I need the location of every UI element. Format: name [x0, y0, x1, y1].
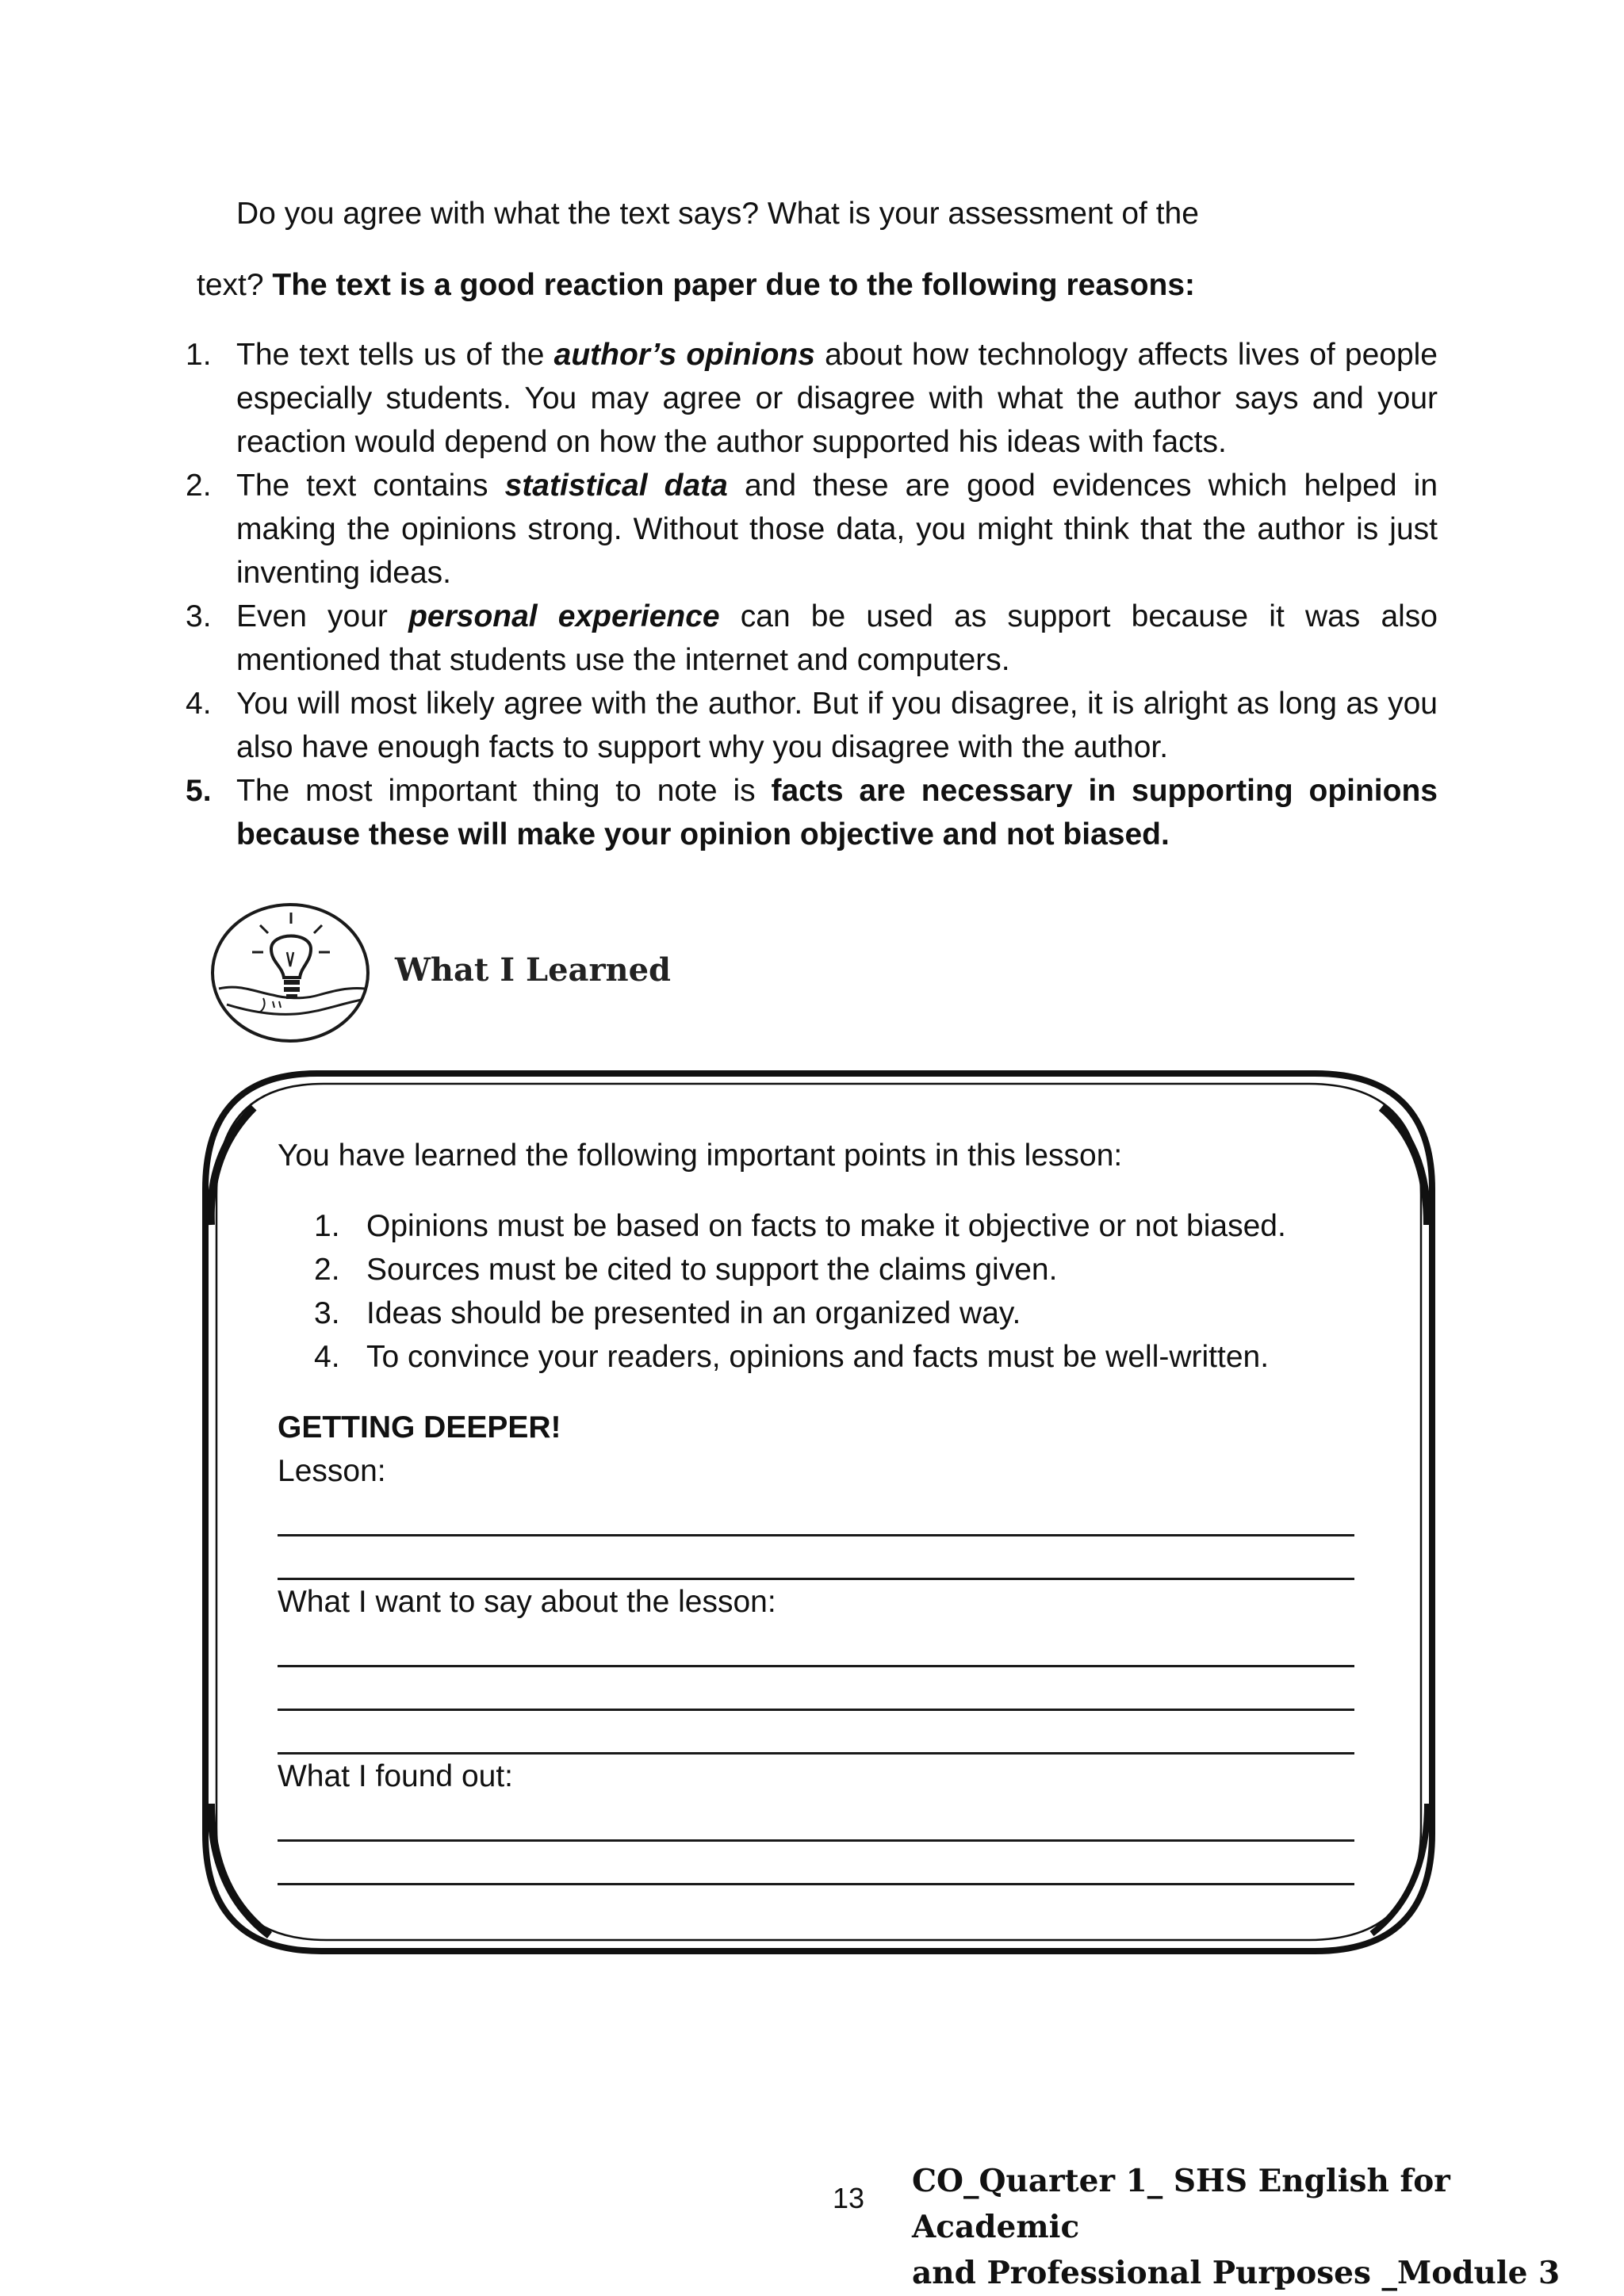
- reason-emphasis: statistical data: [504, 469, 728, 503]
- box-intro: You have learned the following important points in this lesson:: [278, 1138, 1123, 1173]
- reasons-list: [181, 333, 1438, 856]
- lesson-label: Lesson:: [278, 1454, 386, 1488]
- point-text: Sources must be cited to support the claims given.: [366, 1253, 1058, 1287]
- reason-item: [181, 464, 1438, 595]
- footer-line: CO_Quarter 1_ SHS English for Academic: [912, 2163, 1450, 2245]
- found-answer-line[interactable]: [278, 1842, 1354, 1885]
- learned-point: [278, 1335, 1356, 1379]
- footer-line: and Professional Purposes _Module 3: [912, 2255, 1561, 2291]
- reason-text: about how technology affects lives of people especially students. You may agree or disagree with what the author says and your reaction would depend on how the author supported his ideas with facts.: [236, 338, 1438, 459]
- intro-bold-text: The text is a good reaction paper due to the following reasons:: [272, 268, 1196, 302]
- found-label: What I found out:: [278, 1759, 514, 1793]
- reason-item: [181, 333, 1438, 464]
- reason-text: The text tells us of the: [236, 338, 554, 372]
- say-answer-line[interactable]: [278, 1667, 1354, 1711]
- point-text: Ideas should be presented in an organized way.: [366, 1296, 1021, 1330]
- reason-item: [181, 769, 1438, 856]
- item-number: 1.: [314, 1209, 340, 1243]
- intro-text: text?: [197, 268, 273, 302]
- footer-module-title: [912, 2158, 1562, 2296]
- item-number: 3.: [314, 1296, 340, 1330]
- item-number: 5.: [186, 774, 212, 808]
- getting-deeper-heading: GETTING DEEPER!: [278, 1410, 561, 1445]
- intro-statement: [197, 263, 1195, 307]
- lesson-answer-line[interactable]: [278, 1493, 1354, 1536]
- say-label: What I want to say about the lesson:: [278, 1585, 776, 1619]
- learned-point: [278, 1292, 1356, 1335]
- reason-text: can be used as support because it was also mentioned that students use the internet and computers.: [236, 599, 1438, 677]
- learning-box: [278, 1134, 1356, 1885]
- reason-text: You will most likely agree with the author. But if you disagree, it is alright as long as you also have enough facts to support why you disagree with the author.: [236, 687, 1438, 764]
- item-number: 2.: [314, 1253, 340, 1287]
- say-answer-line[interactable]: [278, 1624, 1354, 1667]
- learned-point: [278, 1248, 1356, 1292]
- reason-item: [181, 595, 1438, 682]
- reason-text: and these are good evidences which helped in making the opinions strong. Without those data, you might think that the author is just inventing ideas.: [236, 469, 1438, 590]
- lightbulb-hand-icon: [208, 900, 374, 1043]
- section-title: What I Learned: [395, 951, 672, 989]
- item-number: 2.: [186, 469, 212, 503]
- reason-emphasis: author’s opinions: [553, 338, 815, 372]
- point-text: Opinions must be based on facts to make it objective or not biased.: [366, 1209, 1286, 1243]
- item-number: 4.: [314, 1340, 340, 1374]
- learned-point: [278, 1204, 1356, 1248]
- reason-emphasis: facts are necessary in supporting opinions because these will make your opinion objective and not biased.: [236, 774, 1438, 851]
- item-number: 1.: [186, 338, 212, 372]
- intro-question: Do you agree with what the text says? What is your assessment of the: [236, 197, 1199, 231]
- reason-text: Even your: [236, 599, 409, 633]
- reason-text: The text contains: [236, 469, 505, 503]
- item-number: 4.: [186, 687, 212, 721]
- item-number: 3.: [186, 599, 212, 633]
- learned-points-list: [278, 1204, 1356, 1379]
- reason-item: [181, 682, 1438, 769]
- page-number: 13: [833, 2182, 865, 2214]
- reason-text: The most important thing to note is: [236, 774, 772, 808]
- say-answer-line[interactable]: [278, 1711, 1354, 1755]
- found-answer-line[interactable]: [278, 1798, 1354, 1842]
- lesson-answer-line[interactable]: [278, 1536, 1354, 1580]
- reason-emphasis: personal experience: [408, 599, 720, 633]
- point-text: To convince your readers, opinions and facts must be well-written.: [366, 1340, 1270, 1374]
